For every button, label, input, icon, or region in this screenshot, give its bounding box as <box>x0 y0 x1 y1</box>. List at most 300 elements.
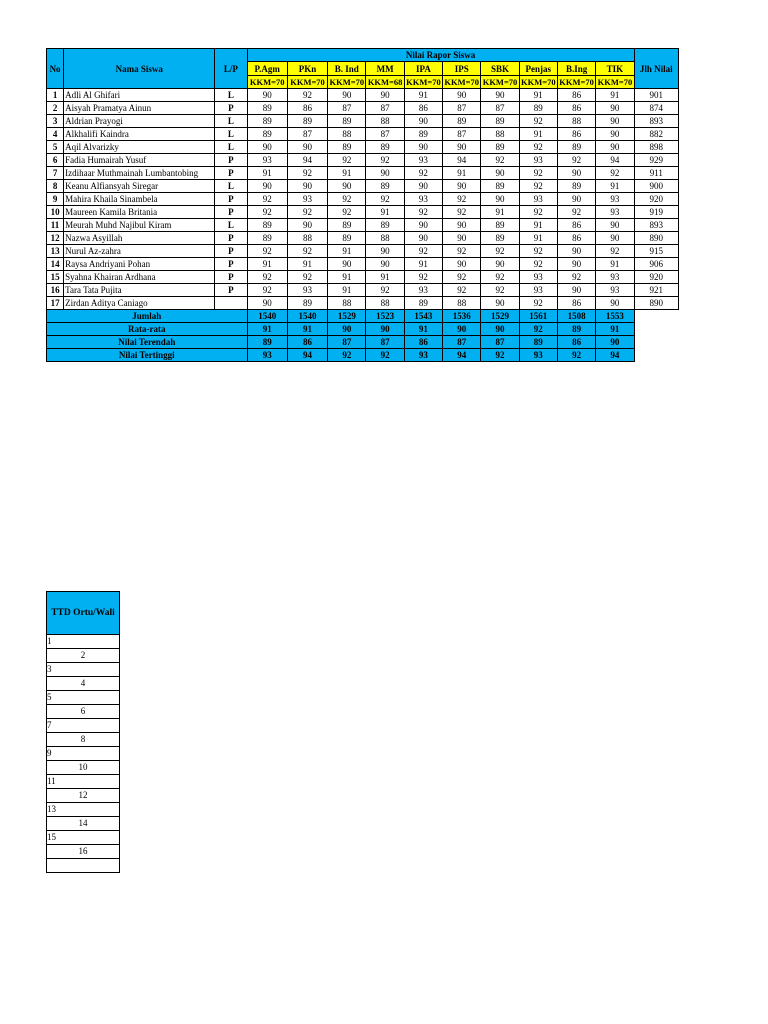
score-cell: 90 <box>247 297 287 310</box>
student-name: Aqil Alvarizky <box>64 141 215 154</box>
student-name: Nurul Az-zahra <box>64 245 215 258</box>
subject-header: B. Ind <box>328 62 366 76</box>
score-cell: 86 <box>287 102 327 115</box>
score-cell: 89 <box>481 141 519 154</box>
summary-row <box>47 336 679 349</box>
score-cell: 92 <box>519 245 557 258</box>
summary-label: Nilai Tertinggi <box>47 349 248 362</box>
student-name: Keanu Alfiansyah Siregar <box>64 180 215 193</box>
subject-header: P.Agm <box>247 62 287 76</box>
score-cell: 90 <box>481 89 519 102</box>
score-cell: 90 <box>404 180 442 193</box>
score-cell: 91 <box>519 128 557 141</box>
total-score: 893 <box>634 219 678 232</box>
total-score: 893 <box>634 115 678 128</box>
score-cell: 90 <box>328 180 366 193</box>
student-gender: L <box>215 128 247 141</box>
summary-value: 92 <box>481 349 519 362</box>
signature-number: 6 <box>47 705 120 719</box>
signature-number: 3 <box>47 663 120 677</box>
subject-header: MM <box>366 62 404 76</box>
total-score: 920 <box>634 193 678 206</box>
total-score: 901 <box>634 89 678 102</box>
score-cell: 92 <box>404 206 442 219</box>
signature-number: 9 <box>47 747 120 761</box>
score-cell: 87 <box>443 128 481 141</box>
student-number: 7 <box>47 167 64 180</box>
score-cell: 92 <box>404 167 442 180</box>
score-cell: 89 <box>328 219 366 232</box>
score-cell: 92 <box>404 245 442 258</box>
summary-value: 1553 <box>596 310 634 323</box>
total-score: 920 <box>634 271 678 284</box>
summary-value: 87 <box>328 336 366 349</box>
score-cell: 90 <box>557 167 595 180</box>
kkm-header: KKM=70 <box>482 77 518 87</box>
score-cell: 92 <box>366 284 404 297</box>
total-score: 890 <box>634 297 678 310</box>
signature-header-row <box>47 592 120 635</box>
signature-row <box>47 775 120 789</box>
student-number: 4 <box>47 128 64 141</box>
summary-value: 90 <box>481 323 519 336</box>
score-cell: 90 <box>443 258 481 271</box>
score-cell: 92 <box>287 167 327 180</box>
score-cell: 92 <box>519 167 557 180</box>
student-row <box>47 115 679 128</box>
score-cell: 93 <box>596 206 634 219</box>
total-score: 919 <box>634 206 678 219</box>
score-cell: 89 <box>247 102 287 115</box>
total-score: 900 <box>634 180 678 193</box>
score-cell: 89 <box>328 232 366 245</box>
student-name: Zirdan Aditya Caniago <box>64 297 215 310</box>
student-row <box>47 245 679 258</box>
student-number: 2 <box>47 102 64 115</box>
score-cell: 86 <box>557 128 595 141</box>
total-score: 890 <box>634 232 678 245</box>
score-cell: 92 <box>519 206 557 219</box>
signature-number: 10 <box>47 761 120 775</box>
student-gender: L <box>215 141 247 154</box>
student-row <box>47 271 679 284</box>
score-cell: 92 <box>596 167 634 180</box>
score-cell: 92 <box>443 206 481 219</box>
score-cell: 88 <box>328 297 366 310</box>
signature-row <box>47 817 120 831</box>
score-cell: 90 <box>557 245 595 258</box>
score-cell: 89 <box>328 141 366 154</box>
score-cell: 90 <box>596 232 634 245</box>
score-cell: 89 <box>404 128 442 141</box>
score-cell: 90 <box>443 141 481 154</box>
kkm-header: KKM=70 <box>597 77 633 87</box>
student-gender: P <box>215 271 247 284</box>
summary-value: 90 <box>443 323 481 336</box>
summary-value: 94 <box>443 349 481 362</box>
score-cell: 90 <box>557 193 595 206</box>
score-cell: 92 <box>404 271 442 284</box>
score-cell: 92 <box>247 245 287 258</box>
score-cell: 92 <box>519 115 557 128</box>
header-lp: L/P <box>215 49 247 89</box>
signature-number: 12 <box>47 789 120 803</box>
student-gender <box>215 297 247 310</box>
student-gender: P <box>215 284 247 297</box>
subject-header: Penjas <box>519 62 557 76</box>
student-number: 16 <box>47 284 64 297</box>
student-number: 11 <box>47 219 64 232</box>
score-cell: 87 <box>443 102 481 115</box>
score-cell: 88 <box>557 115 595 128</box>
signature-number: 2 <box>47 649 120 663</box>
score-cell: 90 <box>366 258 404 271</box>
student-gender: L <box>215 89 247 102</box>
score-cell: 92 <box>328 154 366 167</box>
student-row <box>47 258 679 271</box>
student-gender: P <box>215 154 247 167</box>
student-row <box>47 219 679 232</box>
summary-value: 91 <box>596 323 634 336</box>
total-score: 882 <box>634 128 678 141</box>
summary-value: 92 <box>519 323 557 336</box>
summary-value: 94 <box>287 349 327 362</box>
student-name: Meurah Muhd Najibul Kiram <box>64 219 215 232</box>
score-cell: 92 <box>287 89 327 102</box>
summary-value: 1540 <box>287 310 327 323</box>
score-cell: 91 <box>366 206 404 219</box>
signature-row <box>47 635 120 649</box>
student-number: 5 <box>47 141 64 154</box>
signature-row <box>47 663 120 677</box>
signature-row <box>47 845 120 859</box>
kkm-header: KKM=70 <box>406 77 441 87</box>
score-cell: 92 <box>247 271 287 284</box>
score-cell: 90 <box>366 89 404 102</box>
score-cell: 89 <box>287 297 327 310</box>
score-cell: 89 <box>247 219 287 232</box>
score-cell: 90 <box>596 297 634 310</box>
score-cell: 91 <box>247 167 287 180</box>
student-number: 13 <box>47 245 64 258</box>
summary-value: 90 <box>596 336 634 349</box>
student-gender: P <box>215 245 247 258</box>
score-cell: 92 <box>443 193 481 206</box>
kkm-header: KKM=70 <box>287 76 327 89</box>
score-cell: 89 <box>366 219 404 232</box>
score-cell: 90 <box>481 297 519 310</box>
score-cell: 89 <box>519 102 557 115</box>
empty-cell <box>634 310 678 323</box>
student-name: Izdihaar Muthmainah Lumbantobing <box>64 167 215 180</box>
student-gender: P <box>215 167 247 180</box>
score-cell: 93 <box>519 284 557 297</box>
student-row <box>47 167 679 180</box>
student-gender: P <box>215 102 247 115</box>
student-gender: L <box>215 219 247 232</box>
signature-number: 8 <box>47 733 120 747</box>
student-number: 9 <box>47 193 64 206</box>
total-score: 874 <box>634 102 678 115</box>
score-cell: 91 <box>287 258 327 271</box>
score-cell: 88 <box>366 115 404 128</box>
subject-header: PKn <box>287 62 327 76</box>
score-cell: 92 <box>287 245 327 258</box>
summary-value: 1529 <box>328 310 366 323</box>
student-gender: P <box>215 193 247 206</box>
score-cell: 92 <box>481 271 519 284</box>
score-cell: 90 <box>366 167 404 180</box>
score-cell: 91 <box>596 180 634 193</box>
score-cell: 93 <box>404 154 442 167</box>
score-cell: 92 <box>557 271 595 284</box>
signature-number: 1 <box>47 635 120 649</box>
student-name: Adli Al Ghifari <box>64 89 215 102</box>
score-cell: 86 <box>557 219 595 232</box>
total-score: 911 <box>634 167 678 180</box>
summary-value: 92 <box>557 349 595 362</box>
summary-value: 89 <box>557 323 595 336</box>
student-gender: L <box>215 180 247 193</box>
score-cell: 86 <box>557 232 595 245</box>
student-number: 3 <box>47 115 64 128</box>
score-cell: 90 <box>328 258 366 271</box>
score-cell: 91 <box>443 167 481 180</box>
summary-value: 87 <box>443 336 481 349</box>
score-cell: 92 <box>366 154 404 167</box>
summary-value: 94 <box>596 349 634 362</box>
score-cell: 92 <box>247 193 287 206</box>
score-cell: 92 <box>287 206 327 219</box>
signature-row <box>47 747 120 761</box>
summary-value: 91 <box>404 323 442 336</box>
summary-value: 86 <box>557 336 595 349</box>
student-number: 1 <box>47 89 64 102</box>
student-gender: P <box>215 232 247 245</box>
score-cell: 89 <box>443 115 481 128</box>
student-name: Tara Tata Pujita <box>64 284 215 297</box>
score-cell: 92 <box>366 193 404 206</box>
signature-header: TTD Ortu/Wali <box>47 592 120 635</box>
total-score: 906 <box>634 258 678 271</box>
student-row <box>47 297 679 310</box>
score-cell: 91 <box>328 284 366 297</box>
student-row <box>47 102 679 115</box>
signature-row <box>47 831 120 845</box>
score-cell: 91 <box>328 245 366 258</box>
score-cell: 92 <box>328 206 366 219</box>
signature-number: 5 <box>47 691 120 705</box>
header-jlh-nilai: Jlh Nilai <box>634 49 678 89</box>
grades-table <box>46 48 679 362</box>
score-cell: 89 <box>247 232 287 245</box>
student-row <box>47 284 679 297</box>
empty-cell <box>634 349 678 362</box>
score-cell: 88 <box>328 128 366 141</box>
score-cell: 90 <box>443 232 481 245</box>
score-cell: 93 <box>287 193 327 206</box>
summary-value: 89 <box>519 336 557 349</box>
score-cell: 93 <box>596 284 634 297</box>
score-cell: 93 <box>404 284 442 297</box>
score-cell: 94 <box>287 154 327 167</box>
score-cell: 90 <box>247 89 287 102</box>
score-cell: 90 <box>247 141 287 154</box>
signature-row <box>47 803 120 817</box>
student-name: Mahira Khaila Sinambela <box>64 193 215 206</box>
score-cell: 91 <box>519 89 557 102</box>
score-cell: 93 <box>596 271 634 284</box>
score-cell: 89 <box>557 180 595 193</box>
score-cell: 89 <box>328 115 366 128</box>
kkm-header: KKM=68 <box>367 77 403 87</box>
subject-header: SBK <box>481 62 519 76</box>
summary-row <box>47 349 679 362</box>
student-name: Aldrian Prayogi <box>64 115 215 128</box>
score-cell: 89 <box>247 128 287 141</box>
student-row <box>47 141 679 154</box>
score-cell: 92 <box>443 284 481 297</box>
student-number: 12 <box>47 232 64 245</box>
score-cell: 90 <box>443 89 481 102</box>
summary-value: 87 <box>481 336 519 349</box>
score-cell: 92 <box>481 245 519 258</box>
score-cell: 91 <box>481 206 519 219</box>
score-cell: 92 <box>596 245 634 258</box>
student-name: Raysa Andriyani Pohan <box>64 258 215 271</box>
header-nama-siswa: Nama Siswa <box>64 49 215 89</box>
score-cell: 90 <box>596 128 634 141</box>
summary-label: Nilai Terendah <box>47 336 248 349</box>
signature-number: 7 <box>47 719 120 733</box>
summary-value: 86 <box>404 336 442 349</box>
summary-value: 92 <box>366 349 404 362</box>
score-cell: 91 <box>404 89 442 102</box>
student-row <box>47 180 679 193</box>
score-cell: 88 <box>287 232 327 245</box>
kkm-header: KKM=70 <box>559 77 594 87</box>
score-cell: 92 <box>287 271 327 284</box>
total-score: 898 <box>634 141 678 154</box>
score-cell: 86 <box>404 102 442 115</box>
subject-header: TIK <box>596 62 634 76</box>
signature-empty <box>47 859 120 873</box>
student-gender: P <box>215 258 247 271</box>
score-cell: 90 <box>328 89 366 102</box>
student-gender: L <box>215 115 247 128</box>
student-number: 15 <box>47 271 64 284</box>
header-nilai-rapor: Nilai Rapor Siswa <box>247 49 634 62</box>
score-cell: 92 <box>557 206 595 219</box>
score-cell: 91 <box>519 219 557 232</box>
score-cell: 89 <box>481 232 519 245</box>
score-cell: 90 <box>557 284 595 297</box>
kkm-header: KKM=70 <box>444 77 479 87</box>
summary-value: 91 <box>287 323 327 336</box>
score-cell: 86 <box>557 89 595 102</box>
score-cell: 93 <box>404 193 442 206</box>
score-cell: 92 <box>519 297 557 310</box>
score-cell: 91 <box>328 167 366 180</box>
score-cell: 90 <box>481 258 519 271</box>
summary-value: 86 <box>287 336 327 349</box>
score-cell: 90 <box>247 180 287 193</box>
header-row-1 <box>47 49 679 62</box>
student-name: Aisyah Pramatya Ainun <box>64 102 215 115</box>
total-score: 929 <box>634 154 678 167</box>
signature-row <box>47 705 120 719</box>
signature-row <box>47 789 120 803</box>
score-cell: 87 <box>287 128 327 141</box>
score-cell: 87 <box>366 102 404 115</box>
score-cell: 94 <box>443 154 481 167</box>
score-cell: 89 <box>247 115 287 128</box>
student-row <box>47 89 679 102</box>
score-cell: 90 <box>481 167 519 180</box>
score-cell: 89 <box>481 219 519 232</box>
score-cell: 92 <box>519 141 557 154</box>
score-cell: 90 <box>287 219 327 232</box>
score-cell: 94 <box>596 154 634 167</box>
summary-value: 1540 <box>247 310 287 323</box>
score-cell: 91 <box>366 271 404 284</box>
student-row <box>47 206 679 219</box>
subject-header: B.Ing <box>557 62 595 76</box>
score-cell: 92 <box>443 245 481 258</box>
score-cell: 86 <box>557 297 595 310</box>
score-cell: 92 <box>519 180 557 193</box>
student-gender: P <box>215 206 247 219</box>
empty-cell <box>634 323 678 336</box>
summary-value: 90 <box>366 323 404 336</box>
summary-value: 90 <box>328 323 366 336</box>
score-cell: 89 <box>481 115 519 128</box>
signature-row <box>47 719 120 733</box>
score-cell: 89 <box>287 115 327 128</box>
student-row <box>47 128 679 141</box>
student-number: 14 <box>47 258 64 271</box>
score-cell: 88 <box>481 128 519 141</box>
score-cell: 90 <box>596 219 634 232</box>
score-cell: 90 <box>287 180 327 193</box>
score-cell: 92 <box>328 193 366 206</box>
score-cell: 90 <box>481 193 519 206</box>
signature-number: 15 <box>47 831 120 845</box>
score-cell: 91 <box>328 271 366 284</box>
student-name: Alkhalifi Kaindra <box>64 128 215 141</box>
score-cell: 91 <box>596 258 634 271</box>
summary-label: Rata-rata <box>47 323 248 336</box>
score-cell: 93 <box>287 284 327 297</box>
score-cell: 88 <box>443 297 481 310</box>
signature-row <box>47 859 120 873</box>
summary-value: 89 <box>247 336 287 349</box>
kkm-header: KKM=70 <box>521 77 556 87</box>
score-cell: 88 <box>366 297 404 310</box>
signature-row <box>47 691 120 705</box>
score-cell: 90 <box>443 219 481 232</box>
score-cell: 93 <box>519 271 557 284</box>
score-cell: 90 <box>404 232 442 245</box>
score-cell: 87 <box>366 128 404 141</box>
score-cell: 91 <box>596 89 634 102</box>
score-cell: 91 <box>404 258 442 271</box>
summary-value: 1529 <box>481 310 519 323</box>
student-number: 17 <box>47 297 64 310</box>
score-cell: 92 <box>519 258 557 271</box>
total-score: 915 <box>634 245 678 258</box>
signature-number: 4 <box>47 677 120 691</box>
